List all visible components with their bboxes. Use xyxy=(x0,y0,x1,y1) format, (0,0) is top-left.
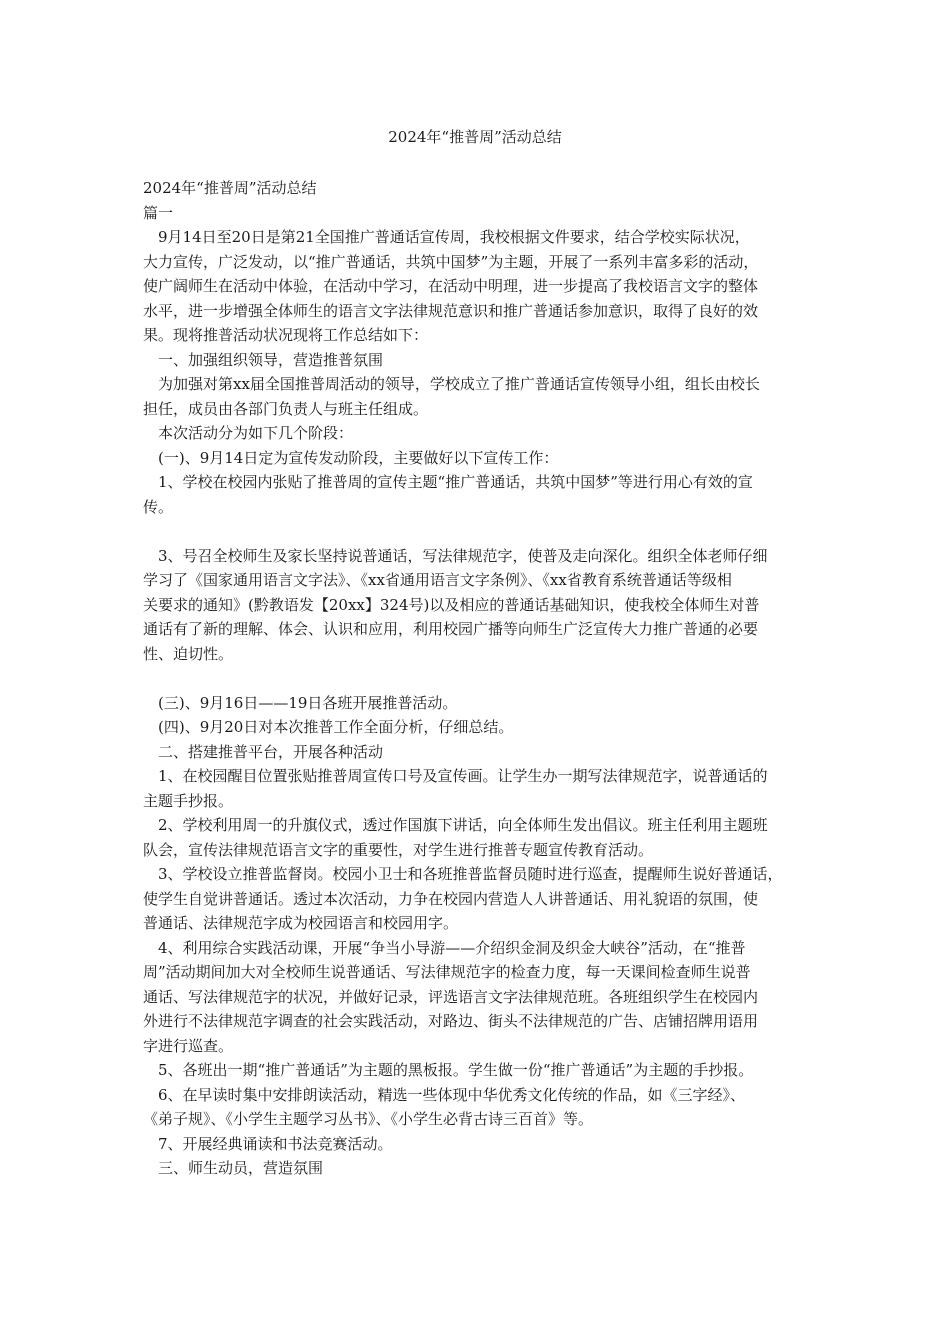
text-line: 《弟子规》、《小学生主题学习丛书》、《小学生必背古诗三百首》等。 xyxy=(143,1110,594,1128)
text-line: 大力宣传，广泛发动，以“推广普通话，共筑中国梦”为主题，开展了一系列丰富多彩的活动， xyxy=(143,252,759,271)
text-line: (四)、9月20日对本次推普工作全面分析，仔细总结。 xyxy=(143,718,514,736)
text-line: 3、号召全校师生及家长坚持说普通话，写法律规范字，使普及走向深化。组织全体老师仔细 xyxy=(143,546,768,565)
text-line: 传。 xyxy=(143,497,174,516)
text-line: 3、学校设立推普监督岗。校园小卫士和各班推普监督员随时进行巡查，提醒师生说好普通话， xyxy=(143,865,783,883)
text-line: 5、各班出一期“推广普通话”为主题的黑板报。学生做一份“推广普通话”为主题的手抄报。 xyxy=(143,1061,754,1079)
text-line: 担任，成员由各部门负责人与班主任组成。 xyxy=(143,399,429,418)
text-line: 使学生自觉讲普通话。透过本次活动，力争在校园内营造人人讲普通话、用礼貌语的氛围，使 xyxy=(143,889,759,908)
text-line: 本次活动分为如下几个阶段： xyxy=(143,424,354,442)
text-line: 2、学校利用周一的升旗仪式，透过作国旗下讲话，向全体师生发出倡议。班主任利用主题班 xyxy=(143,816,768,834)
text-line: 周”活动期间加大对全校师生说普通话、写法律规范字的检查力度，每一天课间检查师生说普 xyxy=(143,963,751,981)
blank-line xyxy=(143,519,823,544)
blank-line xyxy=(143,666,823,691)
text-line: (三)、9月16日——19日各班开展推普活动。 xyxy=(143,693,458,712)
text-line: 性、迫切性。 xyxy=(143,644,234,663)
text-line: 一、加强组织领导，营造推普氛围 xyxy=(143,350,384,369)
text-line: 通话有了新的理解、体会、认识和应用，利用校园广播等向师生广泛宣传大力推广普通的必要 xyxy=(143,620,759,638)
text-line: 4、利用综合实践活动课，开展“争当小导游——介绍织金洞及织金大峡谷”活动，在“推普 xyxy=(143,938,746,957)
text-line: 6、在早读时集中安排朗读活动，精选一些体现中华优秀文化传统的作品，如《三字经》、 xyxy=(143,1085,746,1104)
text-line: 三、师生动员，营造氛围 xyxy=(143,1159,324,1177)
text-line: 普通话、法律规范字成为校园语言和校园用字。 xyxy=(143,914,459,932)
text-line: 为加强对第xx届全国推普周活动的领导，学校成立了推广普通话宣传领导小组，组长由校长 xyxy=(143,375,760,393)
text-line: 使广阔师生在活动中体验，在活动中学习，在活动中明理，进一步提高了我校语言文字的整体 xyxy=(143,277,759,295)
text-line: 主题手抄报。 xyxy=(143,791,234,810)
text-line: 1、学校在校园内张贴了推普周的宣传主题“推广普通话，共筑中国梦”等进行用心有效的宣 xyxy=(143,473,753,491)
text-line: 学习了《国家通用语言文字法》、《xx省通用语言文字条例》、《xx省教育系统普通话等级相 xyxy=(143,571,732,589)
text-line: 关要求的通知》(黔教语发【20xx】324号)以及相应的普通话基础知识，使我校全体师生对普 xyxy=(143,595,760,614)
text-line: 果。现将推普活动状况现将工作总结如下： xyxy=(143,326,429,344)
document-body xyxy=(143,176,823,1181)
text-line: 外进行不法律规范字调查的社会实践活动，对路边、街头不法律规范的广告、店铺招牌用语用 xyxy=(143,1012,759,1030)
text-line: 队会，宣传法律规范语言文字的重要性，对学生进行推普专题宣传教育活动。 xyxy=(143,840,654,859)
document-title: 2024年“推普周”活动总结 xyxy=(388,128,562,146)
text-line: 篇一 xyxy=(143,203,174,222)
text-line: 通话、写法律规范字的状况，并做好记录，评选语言文字法律规范班。各班组织学生在校园内 xyxy=(143,987,759,1006)
text-line: 9月14日至20日是第21全国推广普通话宣传周，我校根据文件要求，结合学校实际状况， xyxy=(143,228,750,246)
text-line: 7、开展经典诵读和书法竞赛活动。 xyxy=(143,1134,393,1153)
text-line: 2024年“推普周”活动总结 xyxy=(143,179,317,197)
text-line: 二、搭建推普平台，开展各种活动 xyxy=(143,742,384,761)
text-line: 字进行巡查。 xyxy=(143,1036,234,1055)
text-line: 1、在校园醒目位置张贴推普周宣传口号及宣传画。让学生办一期写法律规范字，说普通话的 xyxy=(143,767,768,785)
text-line: 水平，进一步增强全体师生的语言文字法律规范意识和推广普通话参加意识，取得了良好的效 xyxy=(143,301,759,320)
text-line: (一)、9月14日定为宣传发动阶段，主要做好以下宣传工作： xyxy=(143,448,559,467)
